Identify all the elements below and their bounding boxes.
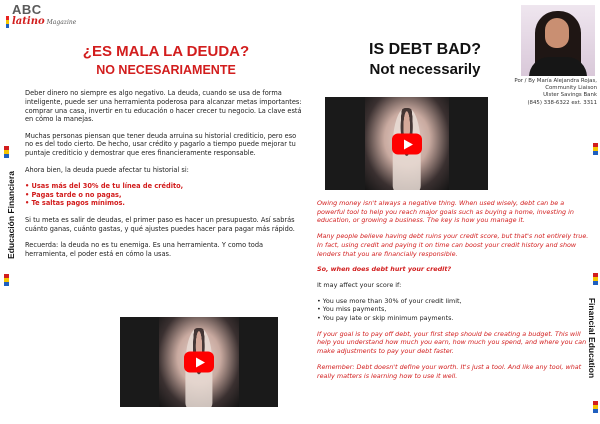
bullet-item: • You miss payments, <box>317 305 387 314</box>
english-article-body <box>317 199 589 387</box>
bullet-item: • Pagas tarde o no pagas, <box>25 190 122 199</box>
side-label-text: Financial Education <box>587 297 597 379</box>
logo-latino-text: latino <box>12 16 45 27</box>
bullet-item: • You pay late or skip minimum payments. <box>317 314 454 323</box>
side-label-educacion-financiera <box>5 165 17 265</box>
paragraph: Deber dinero no siempre es algo negativo. La deuda, cuando se usa de forma inteligente, puede ser una herramienta poderosa para alcanzar metas importantes: comprar una casa, invertir en tu educación o hacer crecer tu negocio. La clave está en cómo la manejas. <box>25 89 302 124</box>
paragraph: Ahora bien, la deuda puede afectar tu historial si: <box>25 165 189 174</box>
logo-latino-line <box>12 16 86 28</box>
english-title-line2: Not necessarily <box>369 61 481 78</box>
youtube-play-icon[interactable] <box>392 133 422 154</box>
youtube-play-icon[interactable] <box>184 352 214 373</box>
spanish-article-body <box>25 89 302 266</box>
english-title-line1: IS DEBT BAD? <box>369 41 481 58</box>
paragraph: If your goal is to pay off debt, your first step should be creating a budget. This will help you understand how much you earn, how much you spend, and where you can make adjustments to pay your debt faster. <box>317 329 587 356</box>
bullet-item: • Usas más del 30% de tu línea de crédito, <box>25 181 184 190</box>
color-squares-left-bottom <box>4 274 9 286</box>
author-credit <box>467 78 597 107</box>
paragraph: Owing money isn't always a negative thing. When used wisely, debt can be a powerful tool to help you reach major goals such as buying a home, investing in education, or growing a business. The key is how you manage it. <box>317 199 574 225</box>
abc-latino-magazine-logo <box>6 3 86 29</box>
color-squares-right-top <box>593 143 598 155</box>
spanish-video-embed[interactable] <box>120 317 278 407</box>
spanish-title-line2: NO NECESARIAMENTE <box>96 63 236 77</box>
paragraph: It may affect your score if: <box>317 280 402 289</box>
color-squares-right-bottom <box>593 401 598 413</box>
author-photo <box>521 5 595 76</box>
color-squares-left-top <box>4 146 9 158</box>
spanish-title-line1: ¿ES MALA LA DEUDA? <box>82 43 250 60</box>
paragraph: Many people believe having debt ruins your credit score, but that's not entirely true. In fact, using credit and paying it on time can boost your credit history and show lenders that you are financially responsible. <box>317 232 589 258</box>
logo-magazine-text: Magazine <box>46 19 77 26</box>
bullet-list <box>25 182 302 208</box>
side-label-financial-education <box>586 290 598 386</box>
paragraph: Remember: Debt doesn't define your worth. It's just a tool. And like any tool, what really matters is learning how to use it well. <box>317 362 582 380</box>
author-line: (845) 338-6322 ext. 3311 <box>527 99 597 106</box>
paragraph: Si tu meta es salir de deudas, el primer paso es hacer un presupuesto. Así sabrás cuánto ganas, cuánto gastas, y qué ajustes puedes hacer para pagar más rápido. <box>25 215 295 233</box>
english-video-embed[interactable] <box>325 97 488 190</box>
paragraph: So, when does debt hurt your credit? <box>317 265 452 274</box>
color-squares-right-mid <box>593 273 598 285</box>
bullet-list <box>317 297 589 323</box>
paragraph: Muchas personas piensan que tener deuda arruina su historial crediticio, pero eso no es del todo cierto. De hecho, usar crédito y pagarlo a tiempo puede mejorar tu puntaje crediticio y demostrar que eres financieramente responsable. <box>25 131 297 158</box>
spanish-title <box>28 43 304 79</box>
bullet-item: • You use more than 30% of your credit limit, <box>317 296 462 305</box>
logo-color-bar <box>6 16 9 28</box>
bullet-item: • Te saltas pagos mínimos. <box>25 199 125 208</box>
author-line: Por / By María Alejandra Rojas, <box>514 78 597 84</box>
author-line: Community Liaison <box>545 85 597 92</box>
side-label-text: Educación Financiera <box>6 171 16 259</box>
paragraph: Recuerda: la deuda no es tu enemiga. Es una herramienta. Y como toda herramienta, el poder está en cómo la usas. <box>25 240 264 258</box>
english-title <box>320 40 530 80</box>
author-line: Ulster Savings Bank <box>543 92 597 99</box>
logo-abc-text: ABC <box>12 2 42 17</box>
